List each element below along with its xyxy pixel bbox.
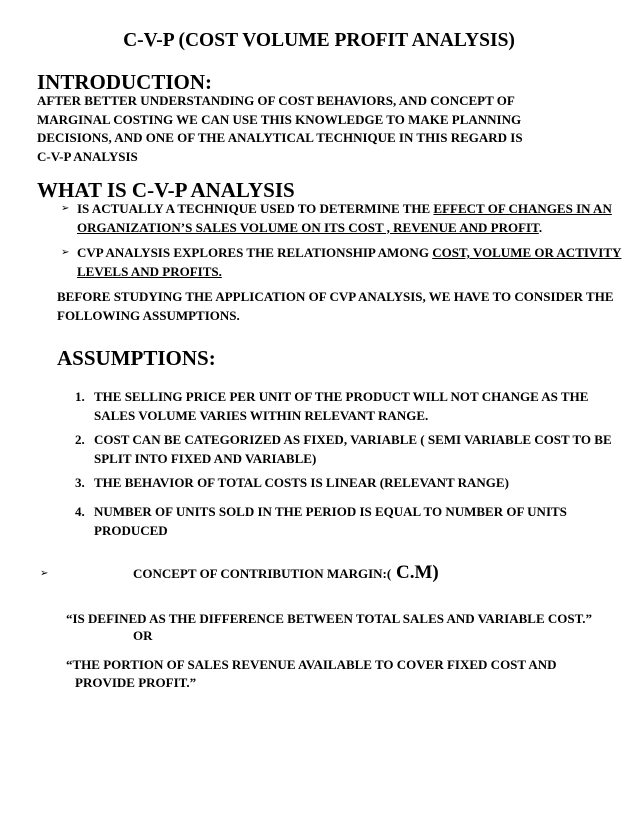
assumption-line: THE SELLING PRICE PER UNIT OF THE PRODUCT WILL NOT CHANGE AS THE xyxy=(94,389,589,404)
bullet-definition xyxy=(77,200,622,237)
assumption-item xyxy=(94,503,624,540)
assumption-number: 3. xyxy=(75,475,85,490)
assumptions-intro-note xyxy=(57,288,632,325)
note-line: BEFORE STUDYING THE APPLICATION OF CVP ANALYSIS, WE HAVE TO CONSIDER THE xyxy=(57,289,614,304)
bullet-text: CVP ANALYSIS EXPLORES THE RELATIONSHIP AMONG xyxy=(77,245,433,260)
introduction-line: C-V-P ANALYSIS xyxy=(37,148,138,164)
assumption-number: 4. xyxy=(75,504,85,519)
or-label: OR xyxy=(133,628,153,643)
assumptions-heading: ASSUMPTIONS: xyxy=(57,346,216,370)
what-is-heading: WHAT IS C-V-P ANALYSIS xyxy=(37,178,295,202)
bullet-relationship xyxy=(77,244,622,281)
assumption-line: THE BEHAVIOR OF TOTAL COSTS IS LINEAR (RELEVANT RANGE) xyxy=(94,475,509,490)
bullet-arrow-icon: ➢ xyxy=(40,568,49,579)
bullet-arrow-icon: ➢ xyxy=(61,203,70,214)
contribution-margin-text: CONCEPT OF CONTRIBUTION MARGIN:( xyxy=(133,566,392,581)
assumption-item xyxy=(94,431,624,468)
page-title: C-V-P (COST VOLUME PROFIT ANALYSIS) xyxy=(123,30,515,51)
assumption-line: PRODUCED xyxy=(94,522,168,538)
underlined-text: COST, VOLUME OR ACTIVITY xyxy=(432,245,622,260)
introduction-line: AFTER BETTER UNDERSTANDING OF COST BEHAVIORS, AND CONCEPT OF xyxy=(37,93,515,108)
bullet-text: IS ACTUALLY A TECHNIQUE USED TO DETERMINE THE xyxy=(77,201,434,216)
cm-definition-2-cont: PROVIDE PROFIT.” xyxy=(75,675,197,690)
assumption-item xyxy=(94,388,624,425)
assumption-number: 1. xyxy=(75,389,85,404)
assumption-line: COST CAN BE CATEGORIZED AS FIXED, VARIABLE ( SEMI VARIABLE COST TO BE xyxy=(94,432,612,447)
cm-definition-1: “IS DEFINED AS THE DIFFERENCE BETWEEN TOTAL SALES AND VARIABLE COST.” xyxy=(66,611,593,626)
assumption-number: 2. xyxy=(75,432,85,447)
bullet-arrow-icon: ➢ xyxy=(61,247,70,258)
note-line: FOLLOWING ASSUMPTIONS. xyxy=(57,307,240,323)
introduction-paragraph xyxy=(37,92,632,166)
assumption-line: SALES VOLUME VARIES WITHIN RELEVANT RANGE. xyxy=(94,407,429,423)
underlined-text: LEVELS AND PROFITS. xyxy=(77,263,222,279)
assumption-line: NUMBER OF UNITS SOLD IN THE PERIOD IS EQUAL TO NUMBER OF UNITS xyxy=(94,504,567,519)
introduction-heading: INTRODUCTION: xyxy=(37,70,213,94)
introduction-line: DECISIONS, AND ONE OF THE ANALYTICAL TECHNIQUE IN THIS REGARD IS xyxy=(37,130,523,145)
bullet-text: . xyxy=(538,219,543,235)
underlined-text: ORGANIZATION’S SALES VOLUME ON ITS COST , REVENUE AND PROFIT xyxy=(77,219,539,235)
assumption-item xyxy=(94,474,624,493)
contribution-margin-abbrev: C.M) xyxy=(391,562,439,583)
underlined-text: EFFECT OF CHANGES IN AN xyxy=(433,201,612,216)
assumption-line: SPLIT INTO FIXED AND VARIABLE) xyxy=(94,450,317,466)
cm-definition-2: “THE PORTION OF SALES REVENUE AVAILABLE TO COVER FIXED COST AND xyxy=(66,657,557,672)
introduction-line: MARGINAL COSTING WE CAN USE THIS KNOWLEDGE TO MAKE PLANNING xyxy=(37,111,522,127)
contribution-margin-heading xyxy=(133,562,439,584)
